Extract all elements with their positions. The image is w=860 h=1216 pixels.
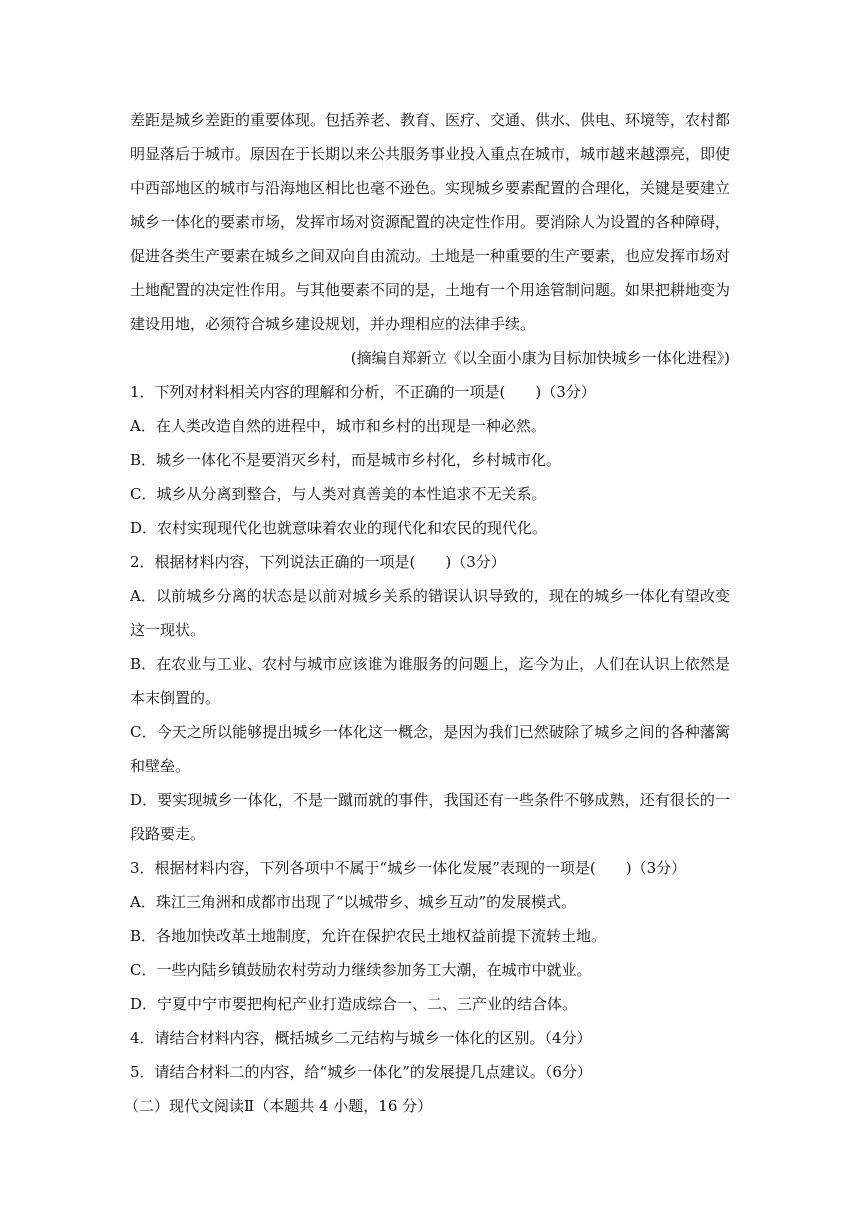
question-1-stem: 1．下列对材料相关内容的理解和分析，不正确的一项是( )（3分） bbox=[130, 383, 596, 401]
passage-line: 差距是城乡差距的重要体现。包括养老、教育、医疗、交通、供水、供电、环境等，农村都 bbox=[130, 111, 730, 129]
question-2-option-d: D．要实现城乡一体化，不是一蹴而就的事件，我国还有一些条件不够成熟，还有很长的一 bbox=[130, 791, 730, 809]
section-heading: （二）现代文阅读Ⅱ（本题共 4 小题，16 分） bbox=[124, 1097, 433, 1115]
question-2-stem: 2．根据材料内容，下列说法正确的一项是( )（3分） bbox=[130, 553, 506, 571]
question-1-option-b: B．城乡一体化不是要消灭乡村，而是城市乡村化，乡村城市化。 bbox=[130, 451, 562, 469]
question-1-option-c: C．城乡从分离到整合，与人类对真善美的本性追求不无关系。 bbox=[130, 485, 547, 503]
question-2-option-a-cont: 这一现状。 bbox=[130, 621, 206, 639]
question-2-option-c-cont: 和壁垒。 bbox=[130, 757, 191, 775]
question-2-option-b-cont: 本末倒置的。 bbox=[130, 689, 221, 707]
question-2-option-a: A．以前城乡分离的状态是以前对城乡关系的错误认识导致的，现在的城乡一体化有望改变 bbox=[130, 587, 730, 605]
question-5: 5．请结合材料二的内容，给“城乡一体化”的发展提几点建议。（6分） bbox=[130, 1063, 592, 1081]
question-3-stem: 3．根据材料内容，下列各项中不属于“城乡一体化发展”表现的一项是( )（3分） bbox=[130, 859, 687, 877]
question-3-option-c: C．一些内陆乡镇鼓励农村劳动力继续参加务工大潮，在城市中就业。 bbox=[130, 961, 592, 979]
question-1-option-a: A．在人类改造自然的进程中，城市和乡村的出现是一种必然。 bbox=[130, 417, 546, 435]
question-4: 4．请结合材料内容，概括城乡二元结构与城乡一体化的区别。（4分） bbox=[130, 1029, 592, 1047]
question-1-option-d: D．农村实现现代化也就意味着农业的现代化和农民的现代化。 bbox=[130, 519, 548, 537]
question-3-option-a: A．珠江三角洲和成都市出现了“以城带乡、城乡互动”的发展模式。 bbox=[130, 893, 577, 911]
question-3-option-d: D．宁夏中宁市要把枸杞产业打造成综合一、二、三产业的结合体。 bbox=[130, 995, 578, 1013]
source-citation: (摘编自郑新立《以全面小康为目标加快城乡一体化进程》) bbox=[350, 349, 730, 367]
question-2-option-c: C．今天之所以能够提出城乡一体化这一概念，是因为我们已然破除了城乡之间的各种藩篱 bbox=[130, 723, 730, 741]
passage-line: 明显落后于城市。原因在于长期以来公共服务事业投入重点在城市，城市越来越漂亮，即使 bbox=[130, 145, 730, 163]
passage-line: 中西部地区的城市与沿海地区相比也毫不逊色。实现城乡要素配置的合理化，关键是要建立 bbox=[130, 179, 730, 197]
question-2-option-d-cont: 段路要走。 bbox=[130, 825, 206, 843]
question-2-option-b: B．在农业与工业、农村与城市应该谁为谁服务的问题上，迄今为止，人们在认识上依然是 bbox=[130, 655, 730, 673]
passage-line: 城乡一体化的要素市场，发挥市场对资源配置的决定性作用。要消除人为设置的各种障碍， bbox=[130, 213, 730, 231]
passage-line: 建设用地，必须符合城乡建设规划，并办理相应的法律手续。 bbox=[130, 315, 536, 333]
passage-line: 土地配置的决定性作用。与其他要素不同的是，土地有一个用途管制问题。如果把耕地变为 bbox=[130, 281, 730, 299]
passage-line: 促进各类生产要素在城乡之间双向自由流动。土地是一种重要的生产要素，也应发挥市场对 bbox=[130, 247, 730, 265]
question-3-option-b: B．各地加快改革土地制度，允许在保护农民土地权益前提下流转土地。 bbox=[130, 927, 607, 945]
